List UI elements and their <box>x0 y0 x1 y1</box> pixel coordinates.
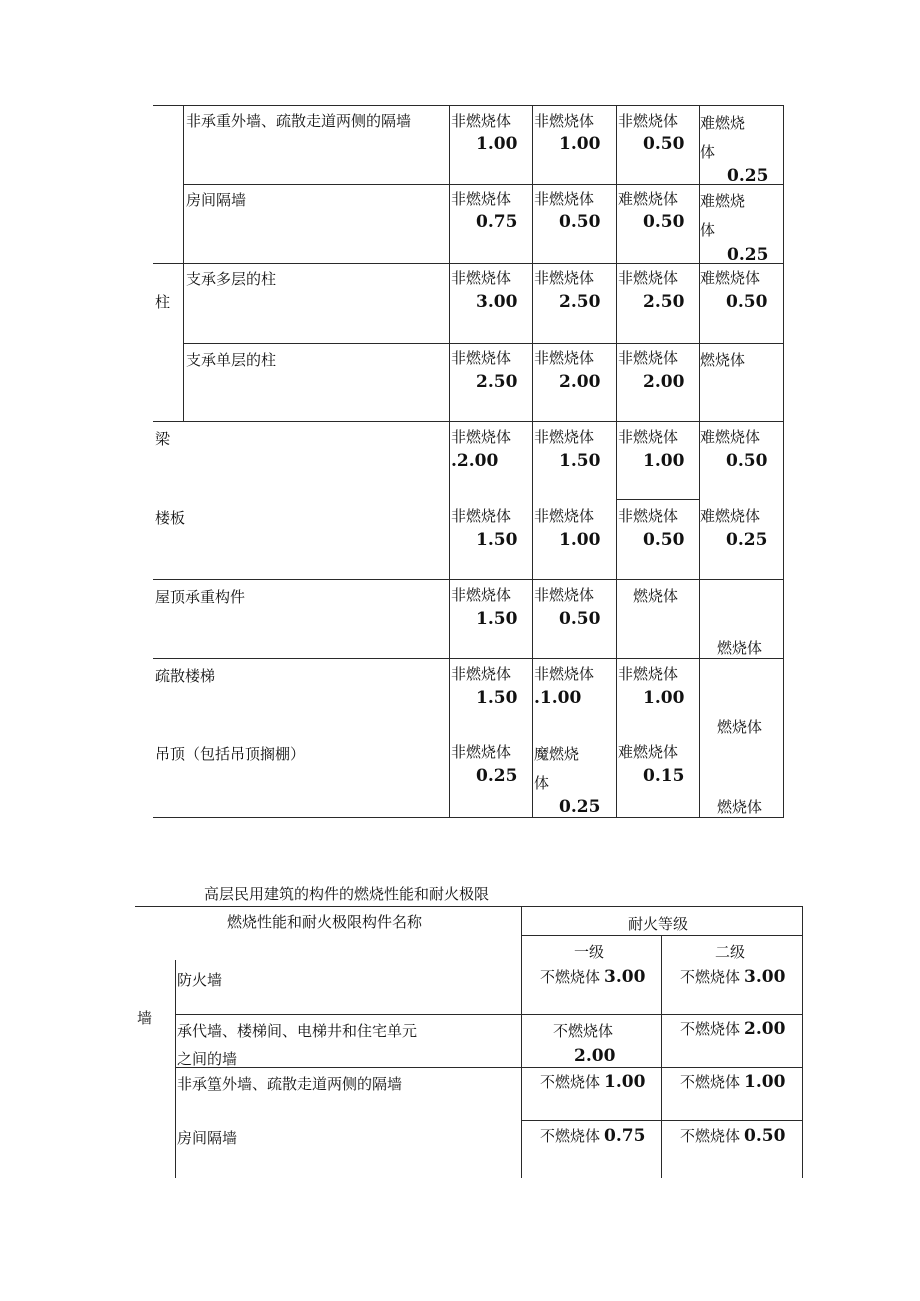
t1-row3-c3-mat: 非燃烧体 <box>618 269 679 287</box>
t2-row4-label: 房间隔墙 <box>177 1129 238 1147</box>
t1-row2-c2-mat: 非燃烧体 <box>534 190 595 208</box>
t1-row7-c2-val: 0.50 <box>559 609 601 629</box>
t1-row1-c4-mat-a: 难燃烧 <box>700 114 746 132</box>
t1-row4-label: 支承单层的柱 <box>186 351 277 369</box>
t1-row4-c4-mat: 燃烧体 <box>700 351 746 369</box>
t1-row8-c3-mat: 非燃烧体 <box>618 665 679 683</box>
t1-row8-c1-val: 1.50 <box>476 688 518 708</box>
t1-row5-label: 梁 <box>155 430 171 448</box>
t1-row5-c4-val: 0.50 <box>726 451 768 471</box>
t1-row1-label: 非承重外墙、疏散走道两侧的隔墙 <box>186 112 412 130</box>
t1-row1-c3-val: 0.50 <box>643 134 685 154</box>
t1-row7-c1-val: 1.50 <box>476 609 518 629</box>
t2-row2-g1-mat: 不燃烧体 <box>553 1022 614 1040</box>
t2-row3-g1-val: 1.00 <box>604 1072 646 1092</box>
t1-row9-c4-mat: 燃烧体 <box>717 798 763 816</box>
t1-row1-c2-mat: 非燃烧体 <box>534 112 595 130</box>
t1-row1-c1-mat: 非燃烧体 <box>451 112 512 130</box>
t2-header-name: 燃烧性能和耐火极限构件名称 <box>227 913 423 931</box>
t1-row9-c1-val: 0.25 <box>476 766 518 786</box>
t1-row9-c3-mat: 难燃烧体 <box>618 743 679 761</box>
t1-row4-c3-mat: 非燃烧体 <box>618 349 679 367</box>
t2-row3-g2-val: 1.00 <box>744 1072 786 1092</box>
t1-row1-c4-mat-b: 体 <box>700 143 716 161</box>
t2-row3-label: 非承篁外墙、疏散走道两侧的隔墙 <box>177 1075 403 1093</box>
t1-row3-c2-mat: 非燃烧体 <box>534 269 595 287</box>
t1-row7-c2-mat: 非燃烧体 <box>534 586 595 604</box>
t1-row7-c3-mat: 燃烧体 <box>633 587 679 605</box>
t1-row1-c4-val: 0.25 <box>727 166 769 186</box>
t1-row6-c1-val: 1.50 <box>476 530 518 550</box>
t2-row2-g2-mat: 不燃烧体 <box>680 1020 741 1038</box>
t1-row4-c1-mat: 非燃烧体 <box>451 349 512 367</box>
t1-row9-c2-mat-b: 体 <box>534 774 550 792</box>
t2-row4-g1-mat: 不燃烧体 <box>540 1127 601 1145</box>
t1-row6-c4-val: 0.25 <box>726 530 768 550</box>
t1-row8-c2-mat: 非燃烧体 <box>534 665 595 683</box>
t1-row1-c1-val: 1.00 <box>476 134 518 154</box>
t1-row9-c2-val: 0.25 <box>559 797 601 817</box>
t1-row9-c1-mat: 非燃烧体 <box>451 743 512 761</box>
t2-grade1: 一级 <box>574 943 605 961</box>
t1-row1-c3-mat: 非燃烧体 <box>618 112 679 130</box>
t1-row9-label: 吊顶（包括吊顶搁棚） <box>155 745 306 763</box>
t1-row8-label: 疏散楼梯 <box>155 667 216 685</box>
t1-row3-c2-val: 2.50 <box>559 292 601 312</box>
t2-row2-g2-val: 2.00 <box>744 1019 786 1039</box>
t1-row7-label: 屋顶承重构件 <box>155 588 246 606</box>
t1-row2-c4-mat-a: 难燃烧 <box>700 192 746 210</box>
t1-row8-c2-val: .1.00 <box>534 688 582 708</box>
t1-row7-c1-mat: 非燃烧体 <box>451 586 512 604</box>
t1-row9-c2-mat-a: 魔燃烧 <box>534 745 580 763</box>
t1-row5-c3-val: 1.00 <box>643 451 685 471</box>
t2-row2-label-a: 承代墙、楼梯间、电梯井和住宅单元 <box>177 1022 418 1040</box>
t1-row2-c3-val: 0.50 <box>643 212 685 232</box>
t1-row6-c1-mat: 非燃烧体 <box>451 507 512 525</box>
t2-row3-g1-mat: 不燃烧体 <box>540 1073 601 1091</box>
t1-row6-c4-mat: 难燃烧体 <box>700 507 761 525</box>
t2-row1-g1-mat: 不燃烧体 <box>540 968 601 986</box>
t1-row8-c3-val: 1.00 <box>643 688 685 708</box>
t1-row5-c3-mat: 非燃烧体 <box>618 428 679 446</box>
t2-title: 高层民用建筑的构件的燃烧性能和耐火极限 <box>204 885 490 903</box>
t2-row1-g2-val: 3.00 <box>744 967 786 987</box>
t1-row5-c1-val: .2.00 <box>451 451 499 471</box>
t2-row1-label: 防火墙 <box>177 971 223 989</box>
t1-row3-c4-val: 0.50 <box>726 292 768 312</box>
t2-row4-g2-val: 0.50 <box>744 1126 786 1146</box>
t1-row2-c4-mat-b: 体 <box>700 221 716 239</box>
t1-row7-c4-mat: 燃烧体 <box>717 639 763 657</box>
t2-row2-label-b: 之间的墙 <box>177 1050 238 1068</box>
t1-row2-c2-val: 0.50 <box>559 212 601 232</box>
t2-group-wall: 墙 <box>137 1009 153 1027</box>
t1-row1-c2-val: 1.00 <box>559 134 601 154</box>
t1-row9-c3-val: 0.15 <box>643 766 685 786</box>
t2-row1-g1-val: 3.00 <box>604 967 646 987</box>
t1-row3-label: 支承多层的柱 <box>186 270 277 288</box>
t2-row1-g2-mat: 不燃烧体 <box>680 968 741 986</box>
t1-row2-c3-mat: 难燃烧体 <box>618 190 679 208</box>
t1-row6-c2-mat: 非燃烧体 <box>534 507 595 525</box>
t2-row3-g2-mat: 不燃烧体 <box>680 1073 741 1091</box>
t1-row6-c3-val: 0.50 <box>643 530 685 550</box>
t1-row6-label: 楼板 <box>155 509 186 527</box>
t1-row4-c2-val: 2.00 <box>559 372 601 392</box>
t1-row8-c4-mat: 燃烧体 <box>717 718 763 736</box>
t1-row4-c3-val: 2.00 <box>643 372 685 392</box>
t2-header-grade: 耐火等级 <box>628 915 689 933</box>
t1-row5-c1-mat: 非燃烧体 <box>451 428 512 446</box>
t1-row6-c2-val: 1.00 <box>559 530 601 550</box>
t1-row6-c3-mat: 非燃烧体 <box>618 507 679 525</box>
t1-row3-c1-val: 3.00 <box>476 292 518 312</box>
t1-row2-label: 房间隔墙 <box>186 191 247 209</box>
t1-row2-c1-val: 0.75 <box>476 212 518 232</box>
t1-row2-c1-mat: 非燃烧体 <box>451 190 512 208</box>
t1-row4-c2-mat: 非燃烧体 <box>534 349 595 367</box>
t1-row5-c2-val: 1.50 <box>559 451 601 471</box>
t1-row3-c3-val: 2.50 <box>643 292 685 312</box>
t1-row5-c2-mat: 非燃烧体 <box>534 428 595 446</box>
t1-row4-c1-val: 2.50 <box>476 372 518 392</box>
t1-row3-c4-mat: 难燃烧体 <box>700 269 761 287</box>
t2-row4-g1-val: 0.75 <box>604 1126 646 1146</box>
t1-group-column: 柱 <box>155 293 171 311</box>
t1-row8-c1-mat: 非燃烧体 <box>451 665 512 683</box>
t2-row2-g1-val: 2.00 <box>574 1046 616 1066</box>
t2-row4-g2-mat: 不燃烧体 <box>680 1127 741 1145</box>
t2-grade2: 二级 <box>715 943 746 961</box>
t1-row3-c1-mat: 非燃烧体 <box>451 269 512 287</box>
t1-row2-c4-val: 0.25 <box>727 245 769 265</box>
t1-row5-c4-mat: 难燃烧体 <box>700 428 761 446</box>
